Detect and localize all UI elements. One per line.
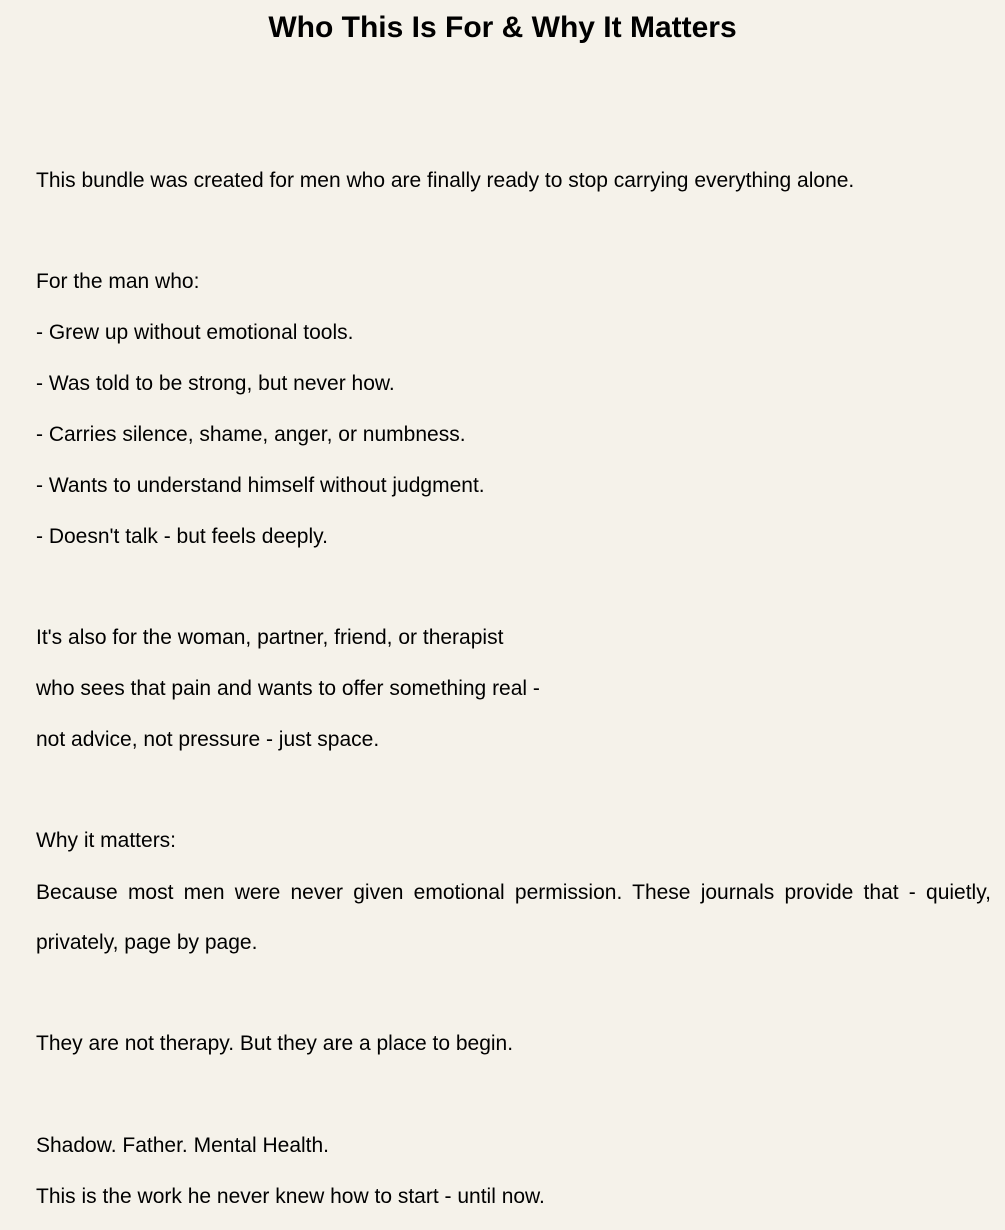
closing-line: This is the work he never knew how to start - until now. <box>36 1185 545 1208</box>
also-for-line: not advice, not pressure - just space. <box>36 728 380 751</box>
for-heading: For the man who: <box>36 270 200 293</box>
page-title: Who This Is For & Why It Matters <box>268 11 737 44</box>
also-for-line: It's also for the woman, partner, friend, or therapist <box>36 626 504 649</box>
for-list-item: - Doesn't talk - but feels deeply. <box>36 525 328 548</box>
for-list-item: - Grew up without emotional tools. <box>36 321 354 344</box>
why-paragraph-line: Because most men were never given emotional permission. These journals provide that - quietly, <box>36 881 991 904</box>
why-heading: Why it matters: <box>36 829 177 852</box>
why-paragraph-line: privately, page by page. <box>36 931 258 954</box>
intro-paragraph: This bundle was created for men who are finally ready to stop carrying everything alone. <box>36 169 855 192</box>
for-list-item: - Was told to be strong, but never how. <box>36 372 395 395</box>
for-list-item: - Carries silence, shame, anger, or numbness. <box>36 423 466 446</box>
also-for-line: who sees that pain and wants to offer something real - <box>36 677 540 700</box>
closing-line: Shadow. Father. Mental Health. <box>36 1134 330 1157</box>
not-therapy-line: They are not therapy. But they are a place to begin. <box>36 1032 514 1055</box>
for-list-item: - Wants to understand himself without judgment. <box>36 474 485 497</box>
